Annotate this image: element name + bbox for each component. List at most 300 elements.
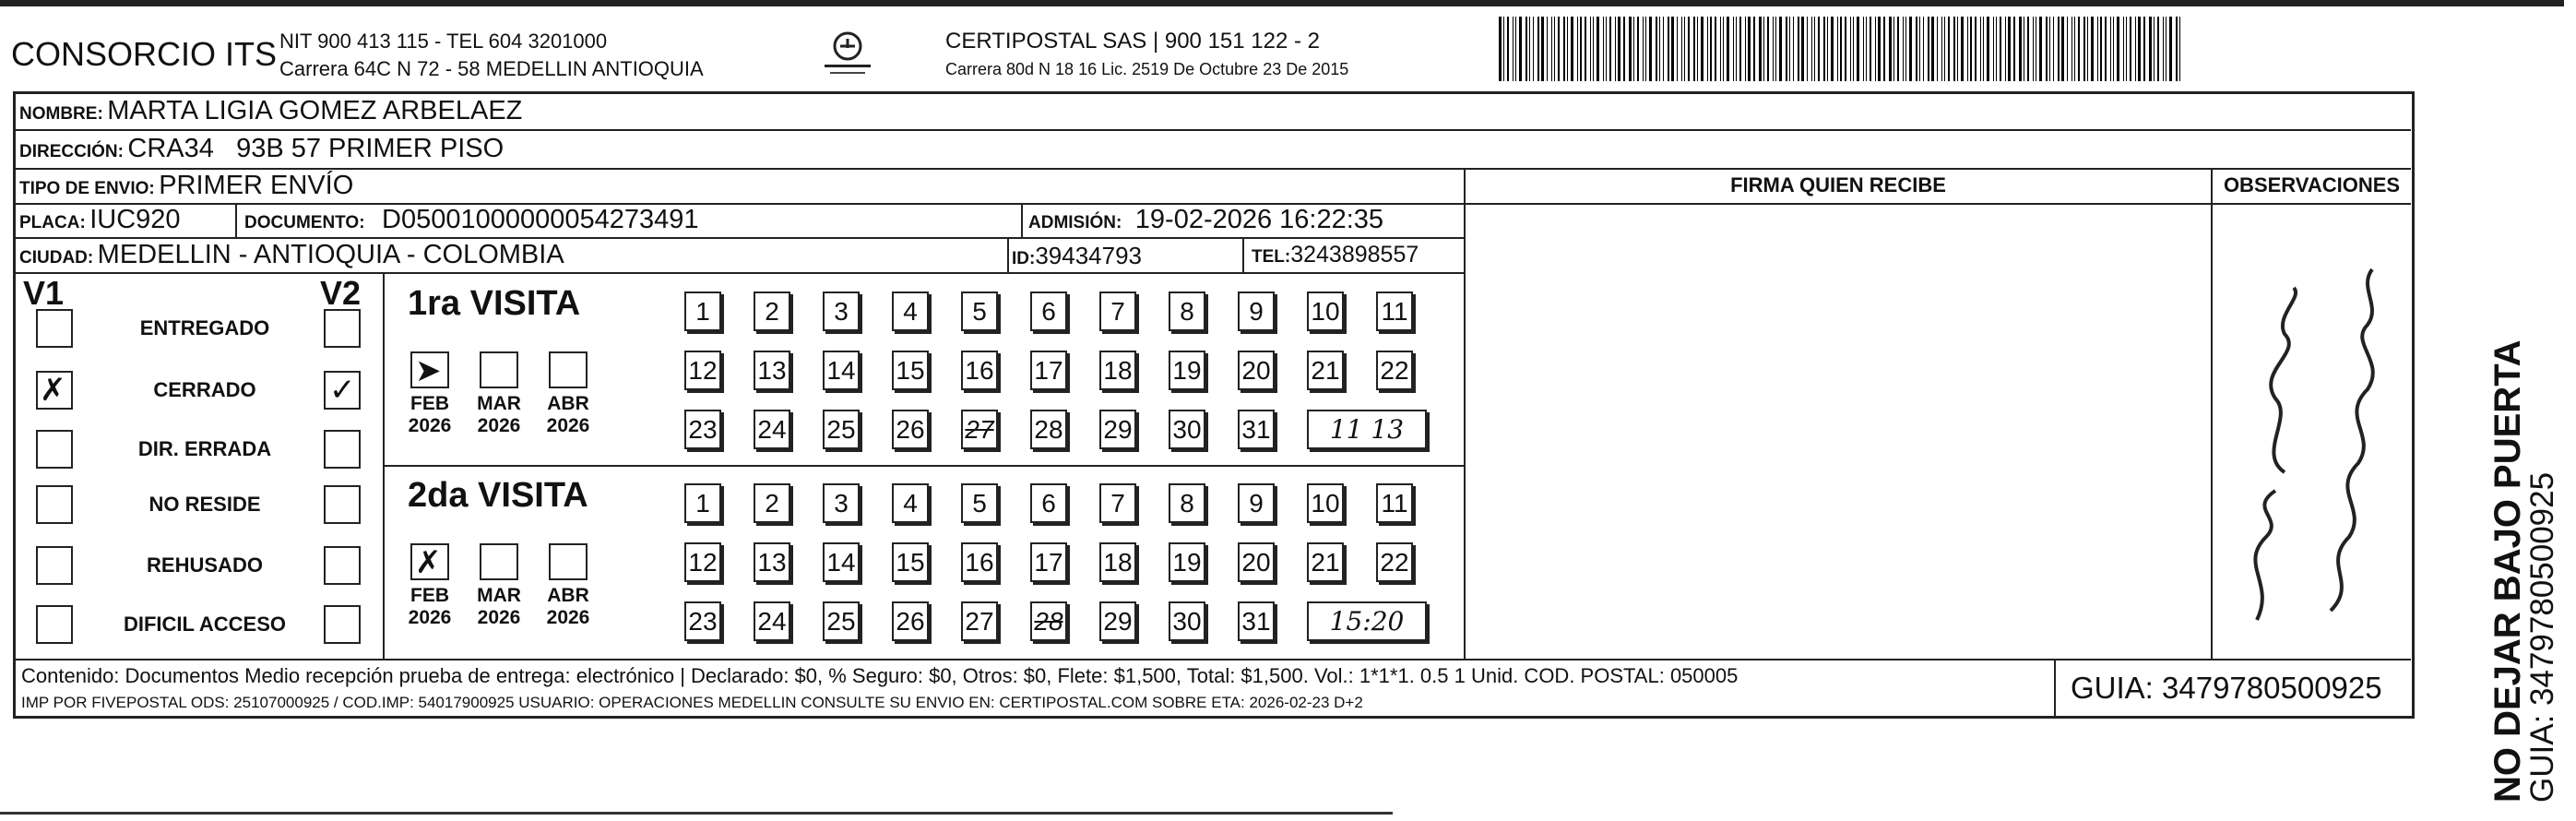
day-box[interactable]: 1 xyxy=(684,483,721,523)
v1-checkbox[interactable] xyxy=(36,546,73,585)
col-divider xyxy=(2054,659,2056,718)
barcode-bar xyxy=(1863,17,1864,81)
barcode-bar xyxy=(2100,17,2102,81)
barcode-bar xyxy=(1623,17,1625,81)
day-box[interactable]: 8 xyxy=(1169,483,1205,523)
barcode-bar xyxy=(1597,17,1599,81)
barcode-bar xyxy=(1837,17,1838,81)
ciudad-cell xyxy=(19,240,564,270)
handwritten-time: 11 13 xyxy=(1307,410,1427,449)
barcode-bar xyxy=(1577,17,1578,81)
barcode-bar xyxy=(2078,17,2080,81)
day-box[interactable]: 18 xyxy=(1099,542,1136,582)
barcode-bar xyxy=(1537,17,1539,81)
tipo-label: TIPO DE ENVIO: xyxy=(19,179,155,198)
barcode-bar xyxy=(1975,17,1977,81)
certipostal-info xyxy=(945,28,1348,83)
day-box[interactable]: 11 xyxy=(1376,483,1413,523)
barcode-bar xyxy=(1571,17,1573,81)
col-divider xyxy=(2211,168,2213,659)
barcode-bar xyxy=(1831,17,1834,81)
status-label: REHUSADO xyxy=(147,553,263,577)
nombre-row xyxy=(19,96,522,126)
barcode-bar xyxy=(1688,17,1690,81)
tipo-value: PRIMER ENVÍO xyxy=(159,171,354,200)
barcode-bar xyxy=(1748,17,1751,81)
footer-line-2: IMP POR FIVEPOSTAL ODS: 25107000925 / COD.IMP: 54017900925 USUARIO: OPERACIONES MEDELLIN CONSULTE SU ENVIO EN: CERTIPOSTAL.COM SOBRE ETA: 2026-02-23 D+2 xyxy=(21,694,1363,711)
barcode-bar xyxy=(1681,17,1682,81)
barcode-bar xyxy=(1941,17,1942,81)
address-line: Carrera 64C N 72 - 58 MEDELLIN ANTIOQUIA xyxy=(279,57,704,80)
barcode-bar xyxy=(2013,17,2015,81)
barcode-bar xyxy=(2087,17,2088,81)
month-checkbox[interactable] xyxy=(549,351,588,388)
barcode-bar xyxy=(1798,17,1799,81)
barcode-bar xyxy=(1993,17,1994,81)
barcode-bar xyxy=(1590,17,1591,81)
barcode-bar xyxy=(2027,17,2029,81)
v1-checkbox[interactable] xyxy=(36,485,73,524)
day-box[interactable]: 17 xyxy=(1030,542,1067,582)
col-divider xyxy=(1021,203,1023,237)
visit-divider xyxy=(383,465,1464,467)
barcode-bar xyxy=(2000,17,2001,81)
barcode-bar xyxy=(2091,17,2094,81)
v2-checkbox[interactable] xyxy=(324,605,361,644)
row-divider xyxy=(16,272,1464,274)
direccion-row xyxy=(19,134,504,164)
barcode-bar xyxy=(1507,17,1509,81)
barcode-bar xyxy=(2033,17,2034,81)
barcode-bar xyxy=(1789,17,1790,81)
day-box[interactable]: 29 xyxy=(1099,601,1136,641)
barcode-bar xyxy=(1593,17,1594,81)
barcode-bar xyxy=(1585,17,1586,81)
day-box[interactable]: 24 xyxy=(754,410,790,449)
footer-guia: GUIA: 3479780500925 xyxy=(2071,671,2382,705)
tel-label: TEL: xyxy=(1252,247,1291,267)
v2-checkbox[interactable] xyxy=(324,546,361,585)
barcode-bar xyxy=(1850,17,1851,81)
check-mark-icon: ✗ xyxy=(415,544,442,581)
month-checkbox[interactable] xyxy=(480,543,518,580)
barcode-bar xyxy=(1643,17,1644,81)
barcode-bar xyxy=(1919,17,1920,81)
barcode-bar xyxy=(2053,17,2054,81)
barcode-bar xyxy=(1980,17,1981,81)
day-box[interactable]: 31 xyxy=(1238,601,1275,641)
row-divider xyxy=(16,129,2411,131)
ciudad-label: CIUDAD: xyxy=(19,248,94,268)
month-year: 2026 xyxy=(408,607,452,628)
barcode-bar xyxy=(1723,17,1724,81)
barcode-bar xyxy=(2154,17,2155,81)
barcode-bar xyxy=(1515,17,1516,81)
admision-value: 19-02-2026 16:22:35 xyxy=(1134,205,1384,234)
day-box[interactable]: 14 xyxy=(823,542,860,582)
barcode-bar xyxy=(2005,17,2006,81)
status-label: DIR. ERRADA xyxy=(137,437,272,460)
barcode-bar xyxy=(2163,17,2164,81)
admision-cell xyxy=(1028,205,1383,235)
check-mark-icon: ✓ xyxy=(329,372,356,409)
day-box[interactable]: 12 xyxy=(684,542,721,582)
barcode-bar xyxy=(1767,17,1769,81)
month-label xyxy=(472,393,526,437)
month-name: ABR xyxy=(547,393,589,414)
day-box[interactable]: 7 xyxy=(1099,292,1136,331)
barcode-bar xyxy=(1701,17,1703,81)
day-box[interactable]: 14 xyxy=(823,351,860,390)
barcode-bar xyxy=(2019,17,2022,81)
barcode-bar xyxy=(1609,17,1611,81)
barcode-bar xyxy=(1931,17,1934,81)
day-box[interactable]: 22 xyxy=(1376,542,1413,582)
barcode-bar xyxy=(1736,17,1737,81)
day-box[interactable]: 25 xyxy=(823,601,860,641)
day-box[interactable]: 26 xyxy=(892,601,929,641)
footer-line-1: Contenido: Documentos Medio recepción prueba de entrega: electrónico | Declarado: $0, % Seguro: $0, Otros: $0, Flete: $1,500, Total: $1,500. Vol.: 1*1*1. 0.5 1 Unid. COD. POSTAL: 050005 xyxy=(21,664,1739,687)
v1-label: V1 xyxy=(23,274,65,312)
barcode-bar xyxy=(1775,17,1776,81)
ciudad-value: MEDELLIN - ANTIOQUIA - COLOMBIA xyxy=(97,240,564,269)
barcode-bar xyxy=(1845,17,1846,81)
side-guia: GUIA: 3479780500925 xyxy=(2524,471,2560,803)
day-box[interactable]: 15 xyxy=(892,542,929,582)
col-divider xyxy=(235,203,237,237)
day-box[interactable]: 1 xyxy=(684,292,721,331)
day-box[interactable]: 26 xyxy=(892,410,929,449)
v2-checkbox[interactable] xyxy=(324,309,361,348)
day-box[interactable]: 2 xyxy=(754,292,790,331)
day-box[interactable]: 21 xyxy=(1307,351,1344,390)
day-box[interactable]: 20 xyxy=(1238,542,1275,582)
barcode-bar xyxy=(1529,17,1530,81)
day-box[interactable]: 16 xyxy=(961,351,998,390)
barcode-bar xyxy=(1818,17,1820,81)
check-mark-icon: ✗ xyxy=(40,372,66,409)
barcode-bar xyxy=(1629,17,1632,81)
barcode-bar xyxy=(1773,17,1774,81)
barcode-bar xyxy=(2117,17,2119,81)
barcode-bar xyxy=(1779,17,1782,81)
status-label: ENTREGADO xyxy=(139,316,270,339)
v1-checkbox[interactable] xyxy=(36,371,73,410)
barcode-bar xyxy=(1739,17,1741,81)
day-box[interactable]: 4 xyxy=(892,483,929,523)
barcode-bar xyxy=(1953,17,1955,81)
nombre-label: NOMBRE: xyxy=(19,104,103,124)
day-box[interactable]: 10 xyxy=(1307,292,1344,331)
barcode-bar xyxy=(1759,17,1762,81)
day-box[interactable]: 9 xyxy=(1238,483,1275,523)
v2-checkbox[interactable] xyxy=(324,430,361,469)
side-warning: NO DEJAR BAJO PUERTA xyxy=(2487,339,2528,803)
month-year: 2026 xyxy=(477,607,521,628)
barcode-bar xyxy=(1814,17,1815,81)
barcode-bar xyxy=(2110,17,2111,81)
day-box[interactable]: 5 xyxy=(961,292,998,331)
day-box[interactable]: 13 xyxy=(754,542,790,582)
barcode-bar xyxy=(1903,17,1904,81)
barcode xyxy=(1499,17,2200,81)
nombre-value: MARTA LIGIA GOMEZ ARBELAEZ xyxy=(107,96,523,125)
barcode-bar xyxy=(1503,17,1504,81)
barcode-bar xyxy=(2149,17,2152,81)
barcode-bar xyxy=(1649,17,1652,81)
day-box[interactable]: 19 xyxy=(1169,351,1205,390)
day-box[interactable]: 5 xyxy=(961,483,998,523)
day-box[interactable]: 30 xyxy=(1169,601,1205,641)
row-divider xyxy=(16,237,1464,239)
barcode-bar xyxy=(1707,17,1708,81)
documento-label: DOCUMENTO: xyxy=(244,213,365,232)
barcode-bar xyxy=(1786,17,1787,81)
barcode-bar xyxy=(1961,17,1964,81)
direccion-value: CRA34 93B 57 PRIMER PISO xyxy=(127,134,505,163)
barcode-bar xyxy=(1883,17,1885,81)
side-notice xyxy=(2487,339,2560,803)
barcode-bar xyxy=(1866,17,1867,81)
barcode-bar xyxy=(2061,17,2064,81)
barcode-bar xyxy=(2138,17,2141,81)
row-divider xyxy=(16,659,2411,660)
day-box[interactable]: 23 xyxy=(684,410,721,449)
firma-header: FIRMA QUIEN RECIBE xyxy=(1730,173,1946,196)
month-checkbox[interactable] xyxy=(410,543,449,580)
barcode-bar xyxy=(1645,17,1646,81)
v1-checkbox[interactable] xyxy=(36,309,73,348)
first-visit-title: 1ra VISITA xyxy=(408,284,581,323)
placa-value: IUC920 xyxy=(89,205,181,234)
placa-label: PLACA: xyxy=(19,213,86,232)
day-box[interactable]: 12 xyxy=(684,351,721,390)
barcode-bar xyxy=(1551,17,1552,81)
barcode-bar xyxy=(1753,17,1755,81)
barcode-bar xyxy=(1567,17,1568,81)
id-label: ID: xyxy=(1012,249,1036,268)
col-divider xyxy=(1242,237,1244,272)
barcode-bar xyxy=(1547,17,1548,81)
tel-cell xyxy=(1252,242,1419,268)
barcode-bar xyxy=(2143,17,2145,81)
documento-value: D05001000000054273491 xyxy=(382,205,699,234)
barcode-bar xyxy=(1745,17,1746,81)
barcode-bar xyxy=(2049,17,2050,81)
barcode-bar xyxy=(1983,17,1984,81)
cert-line-1: CERTIPOSTAL SAS | 900 151 122 - 2 xyxy=(945,29,1320,54)
day-box[interactable]: 31 xyxy=(1238,410,1275,449)
handwritten-time: 15:20 xyxy=(1307,601,1427,641)
month-year: 2026 xyxy=(546,607,590,628)
barcode-bar xyxy=(1923,17,1924,81)
barcode-bar xyxy=(1853,17,1854,81)
tel-value: 3243898557 xyxy=(1290,242,1419,268)
barcode-bar xyxy=(1519,17,1522,81)
barcode-bar xyxy=(1656,17,1657,81)
barcode-bar xyxy=(1671,17,1674,81)
day-box[interactable]: 27 xyxy=(961,601,998,641)
barcode-bar xyxy=(1663,17,1664,81)
barcode-bar xyxy=(1857,17,1859,81)
day-box[interactable]: 16 xyxy=(961,542,998,582)
day-box[interactable]: 28 xyxy=(1030,601,1067,641)
certipostal-logo-icon xyxy=(821,26,874,79)
day-box[interactable]: 23 xyxy=(684,601,721,641)
col-divider xyxy=(1007,237,1009,272)
barcode-bar xyxy=(1603,17,1604,81)
day-box[interactable]: 6 xyxy=(1030,483,1067,523)
barcode-bar xyxy=(1967,17,1968,81)
day-box[interactable]: 9 xyxy=(1238,292,1275,331)
barcode-bar xyxy=(1727,17,1729,81)
barcode-bar xyxy=(2039,17,2042,81)
observaciones-header: OBSERVACIONES xyxy=(2223,173,2401,196)
barcode-bar xyxy=(1554,17,1555,81)
barcode-bar xyxy=(2135,17,2136,81)
month-checkbox[interactable] xyxy=(410,351,449,388)
barcode-bar xyxy=(1916,17,1917,81)
month-label xyxy=(472,585,526,629)
day-box[interactable]: 30 xyxy=(1169,410,1205,449)
barcode-bar xyxy=(1878,17,1881,81)
barcode-bar xyxy=(1615,17,1616,81)
day-box[interactable]: 20 xyxy=(1238,351,1275,390)
status-label: NO RESIDE xyxy=(148,493,261,516)
day-box[interactable]: 24 xyxy=(754,601,790,641)
day-box[interactable]: 10 xyxy=(1307,483,1344,523)
day-box[interactable]: 4 xyxy=(892,292,929,331)
check-mark-icon: ➤ xyxy=(415,352,442,389)
month-year: 2026 xyxy=(477,415,521,436)
month-year: 2026 xyxy=(546,415,590,436)
barcode-bar xyxy=(1875,17,1876,81)
barcode-bar xyxy=(1684,17,1685,81)
barcode-bar xyxy=(2126,17,2127,81)
day-box[interactable]: 11 xyxy=(1376,292,1413,331)
barcode-bar xyxy=(1693,17,1695,81)
day-box[interactable]: 22 xyxy=(1376,351,1413,390)
barcode-bar xyxy=(2130,17,2131,81)
status-label: CERRADO xyxy=(153,378,256,401)
delivery-form xyxy=(13,91,2415,719)
month-label xyxy=(403,585,457,629)
barcode-bar xyxy=(1697,17,1698,81)
barcode-bar xyxy=(1807,17,1808,81)
barcode-bar xyxy=(1801,17,1804,81)
barcode-bar xyxy=(1633,17,1634,81)
day-box[interactable]: 6 xyxy=(1030,292,1067,331)
day-box[interactable]: 27 xyxy=(961,410,998,449)
barcode-bar xyxy=(1541,17,1544,81)
second-visit-title: 2da VISITA xyxy=(408,476,588,515)
day-box[interactable]: 7 xyxy=(1099,483,1136,523)
barcode-bar xyxy=(2008,17,2011,81)
barcode-bar xyxy=(1811,17,1812,81)
day-box[interactable]: 25 xyxy=(823,410,860,449)
v1-checkbox[interactable] xyxy=(36,605,73,644)
barcode-bar xyxy=(2083,17,2085,81)
day-box[interactable]: 3 xyxy=(823,292,860,331)
day-box[interactable]: 18 xyxy=(1099,351,1136,390)
top-rule xyxy=(0,0,2564,6)
day-box[interactable]: 19 xyxy=(1169,542,1205,582)
barcode-bar xyxy=(2067,17,2068,81)
id-cell xyxy=(1012,242,1142,270)
day-box[interactable]: 17 xyxy=(1030,351,1067,390)
barcode-bar xyxy=(1720,17,1721,81)
barcode-bar xyxy=(2123,17,2124,81)
documento-cell xyxy=(244,205,699,235)
barcode-bar xyxy=(1905,17,1906,81)
barcode-bar xyxy=(1533,17,1534,81)
day-box[interactable]: 28 xyxy=(1030,410,1067,449)
barcode-bar xyxy=(2157,17,2159,81)
status-label: DIFICIL ACCESO xyxy=(123,613,286,636)
barcode-bar xyxy=(1987,17,1989,81)
barcode-bar xyxy=(1893,17,1894,81)
day-box[interactable]: 3 xyxy=(823,483,860,523)
barcode-bar xyxy=(1563,17,1565,81)
v2-checkbox[interactable] xyxy=(324,371,361,410)
bottom-rule xyxy=(0,812,1393,815)
day-box[interactable]: 2 xyxy=(754,483,790,523)
barcode-bar xyxy=(1793,17,1794,81)
month-label xyxy=(403,393,457,437)
barcode-bar xyxy=(1618,17,1620,81)
month-name: FEB xyxy=(410,585,449,606)
barcode-bar xyxy=(1928,17,1929,81)
barcode-bar xyxy=(2179,17,2180,81)
barcode-bar xyxy=(2071,17,2072,81)
barcode-bar xyxy=(1827,17,1828,81)
day-box[interactable]: 8 xyxy=(1169,292,1205,331)
barcode-bar xyxy=(2074,17,2075,81)
barcode-bar xyxy=(1715,17,1716,81)
v1-checkbox[interactable] xyxy=(36,430,73,469)
barcode-bar xyxy=(1897,17,1899,81)
barcode-bar xyxy=(1823,17,1825,81)
barcode-bar xyxy=(1525,17,1527,81)
barcode-bar xyxy=(1763,17,1764,81)
v2-label: V2 xyxy=(320,274,362,312)
barcode-bar xyxy=(1659,17,1660,81)
month-checkbox[interactable] xyxy=(549,543,588,580)
day-box[interactable]: 13 xyxy=(754,351,790,390)
v2-checkbox[interactable] xyxy=(324,485,361,524)
barcode-bar xyxy=(1710,17,1712,81)
tipo-row xyxy=(19,171,353,201)
month-checkbox[interactable] xyxy=(480,351,518,388)
row-divider xyxy=(16,168,2411,170)
day-box[interactable]: 21 xyxy=(1307,542,1344,582)
barcode-bar xyxy=(1944,17,1945,81)
barcode-bar xyxy=(1889,17,1892,81)
company-name: CONSORCIO ITS xyxy=(11,35,278,73)
handwritten-signature xyxy=(2220,232,2404,648)
month-label xyxy=(541,393,595,437)
direccion-label: DIRECCIÓN: xyxy=(19,142,124,161)
company-info xyxy=(279,28,704,83)
barcode-bar xyxy=(1937,17,1938,81)
day-box[interactable]: 29 xyxy=(1099,410,1136,449)
month-name: FEB xyxy=(410,393,449,414)
barcode-bar xyxy=(1558,17,1560,81)
day-box[interactable]: 15 xyxy=(892,351,929,390)
barcode-bar xyxy=(2097,17,2098,81)
barcode-bar xyxy=(2113,17,2114,81)
cert-line-2: Carrera 80d N 18 16 Lic. 2519 De Octubre 23 De 2015 xyxy=(945,60,1349,78)
